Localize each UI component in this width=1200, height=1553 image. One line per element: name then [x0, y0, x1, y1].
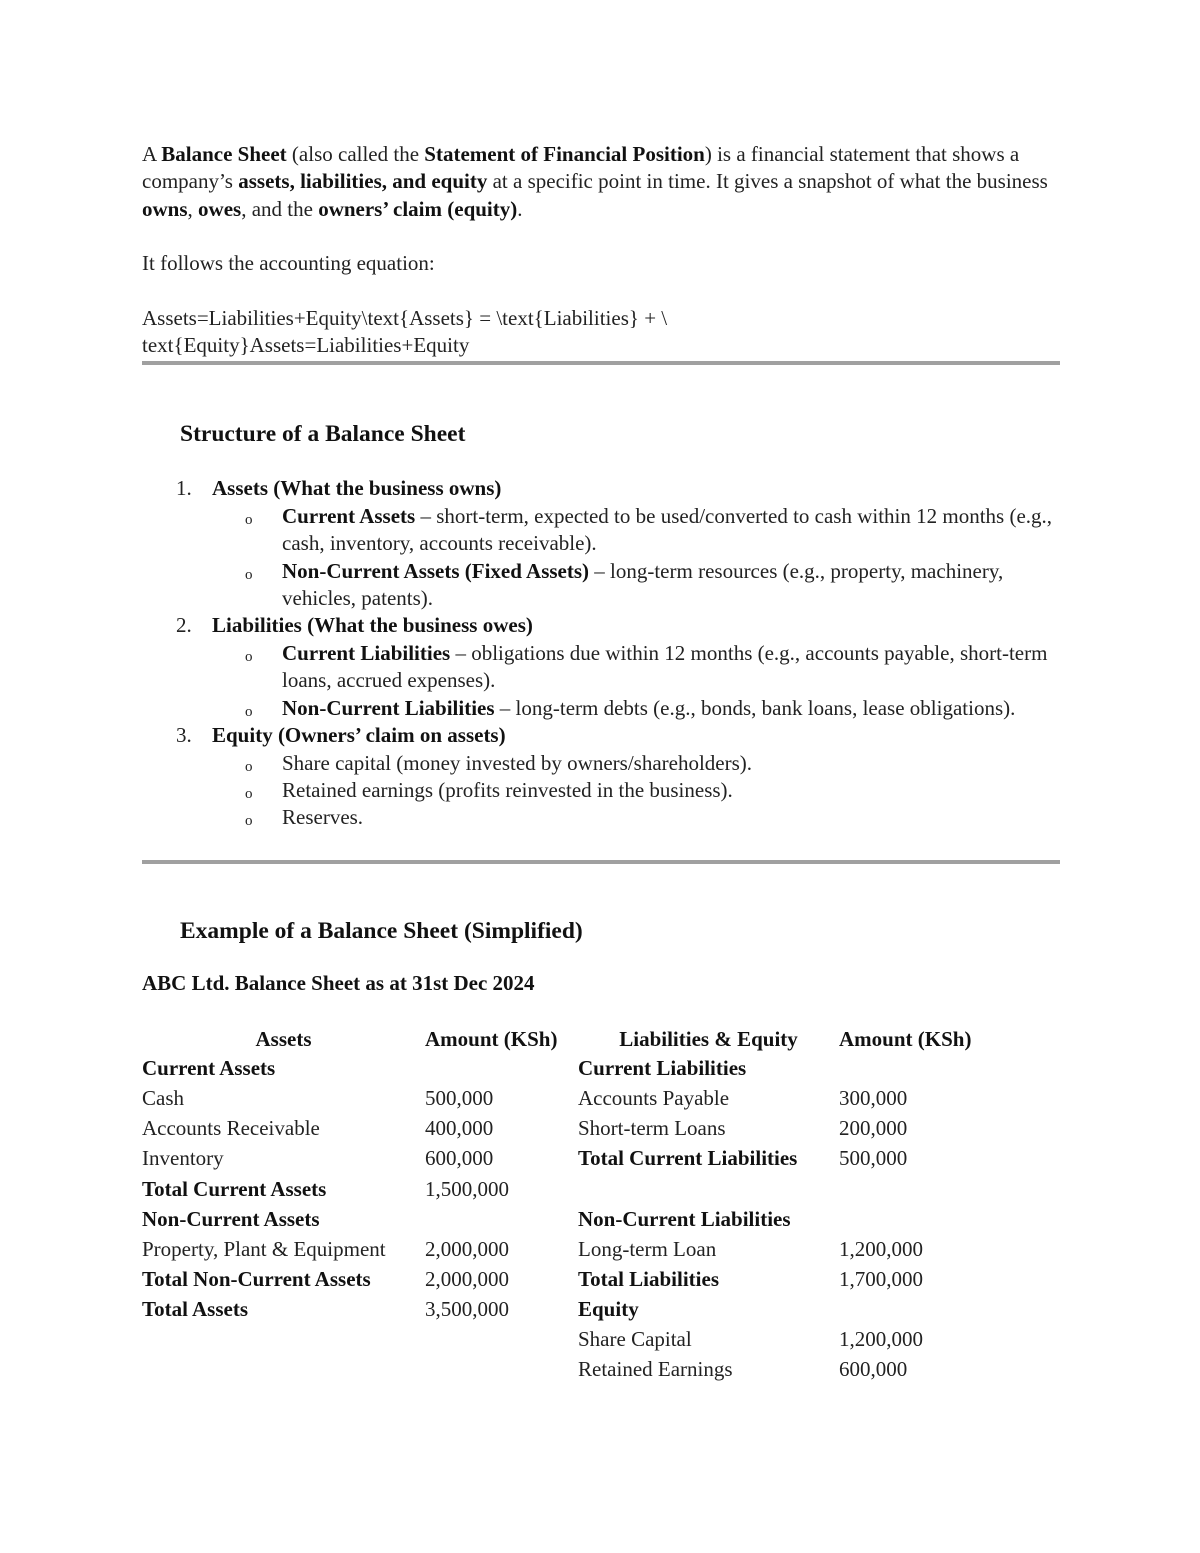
text-run: at a specific point in time. It gives a snapshot of what the business [487, 169, 1048, 194]
sub-list [212, 640, 1060, 722]
table-cell: 1,200,000 [839, 1326, 923, 1351]
bold-term-balance-sheet: Balance Sheet [161, 142, 287, 166]
text-run: (also called the [286, 142, 425, 166]
sub-list-item [212, 804, 1060, 831]
table-cell: 1,500,000 [425, 1176, 509, 1201]
table-row [142, 1055, 1039, 1085]
sub-list [212, 750, 1060, 832]
table-cell: 400,000 [425, 1116, 494, 1141]
table-cell: Short-term Loans [578, 1116, 726, 1141]
table-cell [142, 1266, 425, 1296]
sub-list-item [212, 503, 1060, 558]
sub-list-item [212, 695, 1060, 722]
sub-list-item [212, 750, 1060, 777]
table-header-row [142, 1025, 1039, 1055]
cell-bold-text: Non-Current Assets [142, 1206, 320, 1231]
sub-item-term: Current Liabilities [282, 640, 451, 665]
cell-bold-text: Current Assets [142, 1056, 276, 1081]
table-row [142, 1115, 1039, 1145]
structure-item [142, 475, 1060, 612]
bullet-icon: o [245, 566, 253, 583]
equation-line-2: text{Equity}Assets=Liabilities+Equity [142, 333, 470, 358]
table-row [142, 1085, 1039, 1115]
table-cell [425, 1326, 578, 1356]
table-cell: 500,000 [839, 1146, 908, 1171]
table-row [142, 1206, 1039, 1236]
list-number: 1. [176, 476, 192, 501]
table-cell: Share Capital [578, 1326, 692, 1351]
subtitle-text: ABC Ltd. Balance Sheet as at 31st Dec 2024 [142, 970, 535, 995]
table-cell [142, 1206, 425, 1236]
list-number: 3. [176, 723, 192, 748]
document-content [142, 141, 1060, 1386]
table-cell [142, 1176, 425, 1206]
table-row [142, 1266, 1039, 1296]
structure-item [142, 722, 1060, 832]
sub-item-text: – long-term debts (e.g., bonds, bank loans, lease obligations). [494, 695, 1016, 720]
sub-item-term: Non-Current Assets (Fixed Assets) [282, 558, 590, 583]
structure-list [142, 475, 1060, 831]
bullet-icon: o [245, 648, 253, 665]
sub-item-term: Current Assets [282, 503, 416, 528]
table-cell [578, 1266, 839, 1296]
sub-list [212, 503, 1060, 613]
table-cell [578, 1145, 839, 1175]
table-cell: 1,700,000 [839, 1266, 923, 1291]
table-cell: Accounts Payable [578, 1086, 730, 1111]
cell-bold-text: Equity [578, 1296, 639, 1321]
table-row [142, 1176, 1039, 1206]
structure-item [142, 612, 1060, 722]
structure-item-title: Equity (Owners’ claim on assets) [212, 723, 506, 748]
example-heading: Example of a Balance Sheet (Simplified) [180, 917, 583, 944]
table-cell: 3,500,000 [425, 1296, 509, 1321]
table-row [142, 1145, 1039, 1175]
structure-item-title: Liabilities (What the business owes) [212, 613, 533, 638]
equation-intro: It follows the accounting equation: [142, 251, 435, 276]
table-cell: Inventory [142, 1146, 224, 1171]
bullet-icon: o [245, 785, 253, 802]
bullet-icon: o [245, 703, 253, 720]
table-cell: 600,000 [839, 1357, 908, 1382]
sub-list-item [212, 558, 1060, 613]
text-run: , and the [241, 196, 319, 221]
table-body [142, 1055, 1039, 1386]
table-cell [578, 1176, 839, 1206]
cell-bold-text: Total Non-Current Assets [142, 1266, 371, 1291]
bold-term-owns: owns [142, 196, 188, 221]
sub-item-text: – short-term, expected to be used/converted to cash within 12 months (e.g., cash, inventory, accounts receivable). [282, 503, 1053, 556]
header-liabilities-equity: Liabilities & Equity [619, 1027, 798, 1052]
sub-list-item [212, 640, 1060, 695]
header-amount-liabilities: Amount (KSh) [839, 1027, 972, 1052]
text-run: A [142, 142, 162, 166]
table-cell [425, 1055, 578, 1085]
bold-term-owners-claim: owners’ claim (equity) [318, 196, 518, 221]
structure-heading: Structure of a Balance Sheet [180, 421, 466, 448]
bold-term-owes: owes [198, 196, 242, 221]
table-cell [839, 1176, 1039, 1206]
header-assets: Assets [255, 1027, 312, 1052]
sub-item-text: Share capital (money invested by owners/shareholders). [282, 750, 753, 775]
table-cell [578, 1296, 839, 1326]
table-cell: Accounts Receivable [142, 1116, 320, 1141]
table-row [142, 1326, 1039, 1356]
table-cell [839, 1206, 1039, 1236]
text-run: , [187, 196, 199, 221]
text-run: ) is a financial statement that shows a company’s [142, 142, 1020, 194]
table-cell [142, 1296, 425, 1326]
cell-bold-text: Total Current Assets [142, 1176, 327, 1201]
cell-bold-text: Total Liabilities [578, 1266, 720, 1291]
table-row [142, 1236, 1039, 1266]
table-cell [142, 1326, 425, 1356]
table-cell: 500,000 [425, 1086, 494, 1111]
bold-term-assets-liabilities-equity: assets, liabilities, and equity [238, 169, 488, 194]
balance-sheet-subtitle [142, 970, 1060, 997]
table-cell: Property, Plant & Equipment [142, 1236, 386, 1261]
cell-bold-text: Total Assets [142, 1296, 248, 1321]
sub-item-text: Retained earnings (profits reinvested in the business). [282, 777, 733, 802]
table-cell: 2,000,000 [425, 1266, 509, 1291]
table-cell: 300,000 [839, 1086, 908, 1111]
table-row [142, 1356, 1039, 1386]
cell-bold-text: Current Liabilities [578, 1056, 747, 1081]
list-number: 2. [176, 613, 192, 638]
table-cell [839, 1055, 1039, 1085]
table-cell: Retained Earnings [578, 1357, 733, 1382]
table-cell: Long-term Loan [578, 1236, 717, 1261]
table-cell [578, 1206, 839, 1236]
table-cell [425, 1206, 578, 1236]
header-amount-assets: Amount (KSh) [425, 1027, 558, 1052]
cell-bold-text: Total Current Liabilities [578, 1146, 798, 1171]
intro-paragraph [142, 141, 1060, 223]
table-row [142, 1296, 1039, 1326]
structure-item-title: Assets (What the business owns) [212, 476, 502, 501]
sub-item-text: – long-term resources (e.g., property, machinery, vehicles, patents). [282, 558, 1004, 611]
cell-bold-text: Non-Current Liabilities [578, 1206, 791, 1231]
table-cell [142, 1055, 425, 1085]
sub-item-term: Non-Current Liabilities [282, 695, 495, 720]
table-cell: Cash [142, 1086, 184, 1111]
table-cell [425, 1356, 578, 1386]
bullet-icon: o [245, 511, 253, 528]
sub-item-text: Reserves. [282, 805, 364, 830]
sub-list-item [212, 777, 1060, 804]
table-cell: 1,200,000 [839, 1236, 923, 1261]
bullet-icon: o [245, 758, 253, 775]
bold-term-statement: Statement of Financial Position [424, 142, 705, 166]
equation-line-1: Assets=Liabilities+Equity\text{Assets} = \text{Liabilities} + \ [142, 305, 668, 330]
table-cell: 600,000 [425, 1146, 494, 1171]
balance-sheet-table [142, 1025, 1039, 1386]
table-cell [839, 1296, 1039, 1326]
table-cell: 2,000,000 [425, 1236, 509, 1261]
table-cell [578, 1055, 839, 1085]
text-run: . [517, 196, 523, 221]
table-cell: 200,000 [839, 1116, 908, 1141]
sub-item-text: – obligations due within 12 months (e.g., accounts payable, short-term loans, accrued expenses). [282, 640, 1048, 693]
bullet-icon: o [245, 813, 253, 830]
table-cell [142, 1356, 425, 1386]
